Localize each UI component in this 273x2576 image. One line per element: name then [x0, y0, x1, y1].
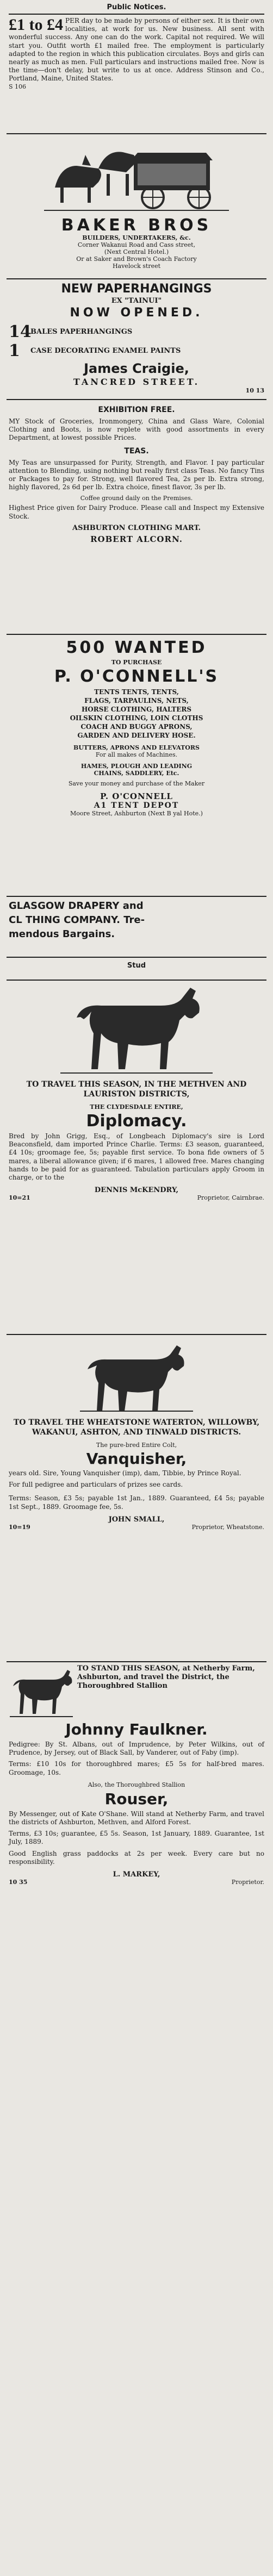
- rouser-grass: Good English grass paddocks at 2s per week. Every care but no responsibility.: [9, 1849, 264, 1866]
- product-line: COACH AND BUGGY APRONS,: [80, 723, 193, 731]
- amount-drop: £1 to £4: [9, 16, 63, 34]
- vanquisher-desc: years old. Sire, Young Vanquisher (imp), dam, Tibbie, by Prince Royal.: [9, 1469, 241, 1477]
- faulkner-name: Johnny Faulkner.: [65, 1720, 208, 1738]
- faulkner-intro: TO STAND THIS SEASON, at Netherby Farm, Ashburton, and travel the District, the Thoroughbred Stallion: [77, 1664, 255, 1690]
- divider: [9, 14, 264, 15]
- rouser-name: Rouser,: [104, 1789, 169, 1808]
- merchant-street: TANCRED STREET.: [73, 377, 200, 387]
- public-notices-body: PER day to be made by persons of either sex. It is their own localities, at work for us. New business. All sent with wonderful success. Any one can do the work. Capital not required. We will start you. Outfit worth £1 mailed free. The employment is particularly adapted to the region in which this publication circulates. Boys and girls can nearly as much as men. Full particulars and instructions mailed free. Now is the time—don't delay, but write to us at once. Address Stinson and Co., Portland, Maine, United States.: [9, 17, 264, 83]
- hames-line-2: CHAINS, SADDLERY, Etc.: [94, 770, 179, 777]
- paperhangings-ref: 10 13: [245, 387, 264, 394]
- vanquisher-role: Proprietor, Wheatstone.: [191, 1523, 264, 1531]
- vanquisher-owner: JOHN SMALL,: [108, 1515, 165, 1524]
- rouser-desc: By Messenger, out of Kate O'Shane. Will stand at Netherby Farm, and travel the districts of Ashburton, Methven, and Alford Forest.: [9, 1810, 264, 1826]
- stud-heading: Stud: [127, 962, 146, 970]
- store-owner: ROBERT ALCORN.: [90, 534, 183, 544]
- case-count: 1: [9, 341, 20, 360]
- baker-bros-title: BAKER BROS: [61, 216, 212, 235]
- baker-line-4: Or at Saker and Brown's Coach Factory: [76, 255, 197, 263]
- butter-line: BUTTERS, APRONS AND ELEVATORS: [73, 744, 200, 751]
- oconnell-name: P. O'CONNELL'S: [54, 667, 219, 686]
- butter-line-2: For all makes of Machines.: [95, 751, 178, 758]
- wanted-ad: [7, 635, 266, 897]
- product-list: [9, 688, 264, 740]
- depot-address: Moore Street, Ashburton (Next B yal Hote.): [70, 810, 203, 817]
- case-item: CASE DECORATING ENAMEL PAINTS: [30, 347, 181, 355]
- rouser-owner: L. MARKEY,: [113, 1870, 160, 1879]
- rouser-terms: Terms, £3 10s; guarantee, £5 5s. Season, 1st January, 1889. Guarantee, 1st July, 1889.: [9, 1830, 264, 1846]
- stud-heading-box: [7, 958, 266, 981]
- diplomacy-ref: 10=21: [9, 1194, 30, 1202]
- product-line: GARDEN AND DELIVERY HOSE.: [77, 732, 196, 739]
- diplomacy-body: Bred by John Grigg, Esq., of Longbeach Diplomacy's sire is Lord Beaconsfield, dam imported Prince Charlie. Terms: £3 season, guaranteed, £4 10s; groomage fee, 5s; payable first service. To bona fide owners of 5 mares, a liberal allowance given; if 6 mares, 1 allowed free. Mares changing hands to be paid for as guaranteed. Tabulation particulars apply Groom in charge, or to the: [9, 1132, 264, 1182]
- rouser-role: Proprietor.: [231, 1879, 264, 1886]
- baker-line-5: Havelock street: [112, 263, 161, 270]
- diplomacy-role: Proprietor, Cairnbrae.: [197, 1194, 264, 1202]
- vanquisher-ref: 10=19: [9, 1523, 30, 1531]
- teas-heading: TEAS.: [124, 446, 149, 456]
- clydesdale-horse-icon: [55, 985, 218, 1077]
- vanquisher-intro: TO TRAVEL THE WHEATSTONE WATERTON, WILLOWBY, WAKANUI, ASHTON, AND TINWALD DISTRICTS.: [13, 1418, 260, 1437]
- vanquisher-ad: [7, 1335, 266, 1662]
- product-line: TENTS TENTS, TENTS,: [94, 688, 179, 696]
- hearse-woodcut-icon: [44, 139, 229, 215]
- vanquisher-terms: Terms: Season, £3 5s; payable 1st Jan., 1889. Guaranteed, £4 5s; payable 1st Sept., 1889. Groomage fee, 5s.: [9, 1494, 264, 1511]
- now-opened: NOW OPENED.: [70, 306, 203, 320]
- diplomacy-ad: [7, 981, 266, 1335]
- depot-name: A1 TENT DEPOT: [94, 801, 179, 810]
- public-notices-ref: S 106: [9, 83, 27, 90]
- thoroughbred-horse-icon: [9, 1664, 74, 1719]
- diplomacy-sub: THE CLYDESDALE ENTIRE,: [90, 1103, 183, 1111]
- vanquisher-pedigree: For full pedigree and particulars of prizes see cards.: [9, 1481, 183, 1489]
- wanted-sub: TO PURCHASE: [111, 659, 162, 666]
- prices-line: Highest Price given for Dairy Produce. Please call and Inspect my Extensive Stock.: [9, 504, 264, 520]
- exhibition-ad: [7, 400, 266, 635]
- faulkner-also: Also, the Thoroughbred Stallion: [88, 1781, 185, 1788]
- exhibition-heading: EXHIBITION FREE.: [98, 406, 175, 414]
- public-notices-ad: [7, 0, 266, 134]
- baker-line-1: BUILDERS, UNDERTAKERS, &c.: [82, 234, 191, 241]
- vanquisher-pure: The pure-bred Entire Colt,: [96, 1442, 177, 1449]
- vanquisher-name: Vanquisher,: [86, 1450, 187, 1468]
- product-line: FLAGS, TARPAULINS, NETS,: [84, 697, 189, 704]
- save-line: Save your money and purchase of the Maker: [68, 780, 205, 787]
- public-notices-heading: Public Notices.: [107, 3, 166, 11]
- baker-bros-ad: [7, 134, 266, 279]
- bales-item: BALES PAPERHANGINGS: [30, 328, 133, 336]
- diplomacy-name: Diplomacy.: [86, 1112, 187, 1131]
- merchant-name: James Craigie,: [84, 361, 189, 376]
- faulkner-ad: [7, 1662, 266, 2021]
- newspaper-column: [5, 0, 268, 2576]
- teas-body: My Teas are unsurpassed for Purity, Strength, and Flavor. I pay particular attention to Blending, using nothing but really first class Teas. No fancy Tins or Packages to pay for. Strong, well flavored Tea, 2s per lb. Extra strong, highly flavored, 2s 6d per lb. Extra choice, finest flavor, 3s per lb.: [9, 458, 264, 491]
- diplomacy-intro: TO TRAVEL THIS SEASON, IN THE METHVEN AND LAURISTON DISTRICTS,: [26, 1080, 247, 1099]
- product-line: OILSKIN CLOTHING, LOIN CLOTHS: [70, 714, 203, 722]
- wanted-title: 500 WANTED: [66, 638, 207, 657]
- glasgow-ad: [7, 897, 266, 958]
- entire-colt-horse-icon: [77, 1339, 196, 1415]
- baker-line-3: (Next Central Hotel.): [104, 248, 169, 255]
- faulkner-terms: Terms: £10 10s for thoroughbred mares; £5 5s for half-bred mares. Groomage, 10s.: [9, 1760, 264, 1776]
- rouser-ref: 10 35: [9, 1879, 28, 1886]
- exhibition-body: MY Stock of Groceries, Ironmongery, China and Glass Ware, Colonial Clothing and Boots, is now replete with good assortments in every Department, at lowest possible Prices.: [9, 417, 264, 442]
- glasgow-line-3: mendous Bargains.: [9, 928, 115, 940]
- bales-count: 14: [9, 322, 32, 341]
- product-line: HORSE CLOTHING, HALTERS: [81, 706, 192, 713]
- faulkner-pedigree: Pedigree: By St. Albans, out of Imprudence, by Peter Wilkins, out of Prudence, by Jersey, out of Black Sall, by Vanderer, out of Faby (imp).: [9, 1741, 264, 1757]
- store-name: ASHBURTON CLOTHING MART.: [72, 523, 201, 532]
- hames-line: HAMES, PLOUGH AND LEADING: [80, 763, 193, 770]
- glasgow-line-1: GLASGOW DRAPERY and: [9, 900, 144, 912]
- baker-line-2: Corner Wakanui Road and Cass street,: [77, 241, 196, 248]
- diplomacy-owner: DENNIS McKENDRY,: [94, 1186, 179, 1195]
- paperhangings-ad: [7, 279, 266, 400]
- coffee-line: Coffee ground daily on the Premises.: [80, 495, 193, 502]
- ship-name: EX "TAINUI": [111, 297, 162, 305]
- glasgow-line-2: CL THING COMPANY. Tre-: [9, 914, 145, 926]
- maker-name: P. O'CONNELL: [100, 791, 173, 801]
- paperhangings-title: NEW PAPERHANGINGS: [61, 282, 212, 296]
